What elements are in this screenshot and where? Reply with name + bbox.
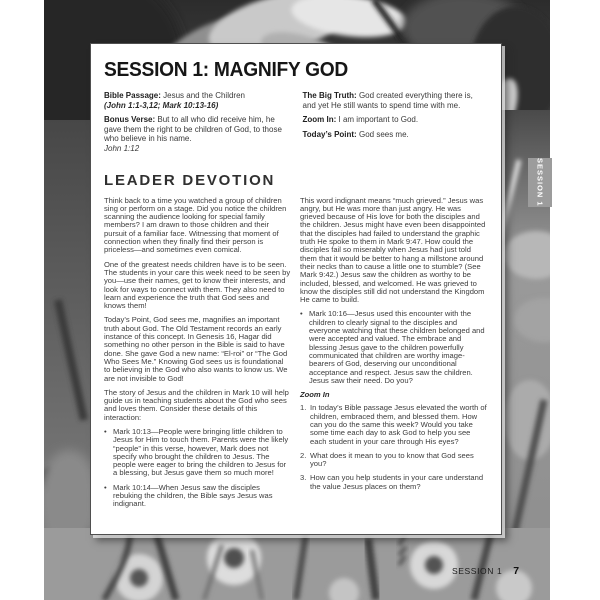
devotion-right-column: [300, 197, 487, 515]
bottom-meadow: [44, 528, 550, 600]
header-info-left: [104, 91, 289, 159]
big-truth-text: God created everything there is, and yet He still wants to spend time with me.: [302, 91, 473, 110]
paragraph: One of the greatest needs children have is to be seen. The students in your care this week need to be seen by you—use their names, get to know their interests, and look for ways to connect with them. They also need to learn and experience the truth that God sees and knows them!: [104, 259, 291, 311]
question-item: [300, 474, 487, 491]
zoom-in-label: Zoom In:: [302, 115, 337, 125]
bullet-text: • Mark 10:14—When Jesus saw the disciples rebuking the children, the Bible says Jesus was indignant.: [113, 482, 273, 509]
devotion-left-column: [104, 197, 291, 515]
zoom-in-subhead: Zoom In: [300, 390, 330, 400]
bullet-item: [104, 428, 291, 478]
bullet-text: • Mark 10:16—Jesus used this encounter with the children to clearly signal to the disciples and everyone watching that these children belonged and were accepted and valued. The embrace and blessing Jesus gave to the children powerfully communicated that children are worthy image-bearers of God, deserving our unconditional acceptance and respect. Jesus saw the children. Jesus saw their need. Do you?: [309, 309, 485, 385]
paragraph: Today’s Point, God sees me, magnifies an important truth about God. The Old Testament records an early instance of this concept. In Genesis 16, Hagar did something no other person in the Bible is said to have done. She gave God a new name: “El-roi” or “The God Who Sees Me.” Knowing God sees us is foundational to believing in the God who also wants to know us. We are not invisible to God!: [104, 315, 288, 383]
zoom-in-text: I am important to God.: [338, 115, 419, 125]
todays-point-text: God sees me.: [358, 129, 409, 139]
bullet-item: [104, 484, 291, 509]
bonus-verse-text: But to all who did receive him, he gave them the right to be children of God, to those who believe in his name.: [104, 115, 282, 144]
lesson-page: [90, 43, 502, 535]
bonus-verse: [104, 115, 289, 153]
bible-passage-ref: (John 1:1-3,12; Mark 10:13-16): [104, 100, 219, 110]
header-info: [104, 91, 487, 159]
question-item: [300, 452, 487, 469]
zoom-in-statement: [303, 115, 488, 125]
footer-session-label: SESSION 1: [452, 566, 503, 576]
question-text: How can you help students in your care understand the value Jesus places on them?: [310, 473, 484, 491]
page-title: SESSION 1: MAGNIFY GOD: [104, 59, 349, 81]
bullet-item: [300, 310, 487, 385]
question-text: In today’s Bible passage Jesus elevated the worth of children, embraced them, and blessed them. How can you do the same this week? Would you take some time each day to ask God to help you see each student in your care through His eyes?: [310, 403, 487, 446]
question-text: What does it mean to you to know that God sees you?: [310, 450, 474, 469]
question-item: [300, 404, 487, 445]
paragraph: The story of Jesus and the children in Mark 10 will help guide us in teaching students about the God who sees and loves them. Consider these details of this interaction:: [104, 387, 289, 422]
bonus-verse-label: Bonus Verse:: [104, 115, 156, 125]
session-side-tab: [528, 158, 552, 207]
bullet-text: • Mark 10:13—People were bringing little children to Jesus for Him to touch them. Parents were the likely “people” in this verse, however, Mark does not specify who brought the children to Jesus. The people were eager to bring the children to Jesus for a blessing, but Jesus gave them so much more!: [113, 426, 289, 478]
paragraph: This word indignant means “much grieved.” Jesus was angry, but He was more than just angry. He was grieved because of His love for both the disciples and the children. Jesus might have even been disappointed that the disciples had failed to understand the graphic truth He spoke to them in Mark 9:47. How could the disciples fail so miserably when Jesus had just told them that it would be better to hang a millstone around their necks than to cause a little one to stumble? (See Mark 9:42.) Jesus saw the children as worthy to be included, blessed, and welcomed. He was grieved to know the disciples still did not understand the Kingdom He came to build.: [300, 195, 486, 305]
big-truth: [303, 91, 488, 110]
todays-point: [303, 130, 488, 140]
session-side-tab-label: SESSION 1: [535, 158, 545, 207]
bible-passage-text: Jesus and the Children: [163, 91, 245, 100]
leader-devotion-heading: LEADER DEVOTION: [104, 171, 276, 189]
devotion-columns: [104, 197, 487, 515]
page-footer: [452, 565, 519, 577]
question-list: [300, 404, 487, 491]
paragraph: Think back to a time you watched a group of children sing or perform on a stage. Did you notice the children scanning the audience looking for special family members? I am drawn to those children and their pursuit of a familiar face. Witnessing that moment of connection when they finally find their person is priceless—and sometimes even comical.: [104, 195, 287, 255]
bible-passage: [104, 91, 289, 110]
bonus-verse-cite: John 1:12: [104, 143, 140, 153]
big-truth-label: The Big Truth:: [302, 91, 357, 100]
todays-point-label: Today’s Point:: [302, 129, 357, 139]
bible-passage-label: Bible Passage:: [104, 91, 161, 100]
footer-page-number: 7: [513, 565, 520, 577]
header-info-right: [303, 91, 488, 159]
